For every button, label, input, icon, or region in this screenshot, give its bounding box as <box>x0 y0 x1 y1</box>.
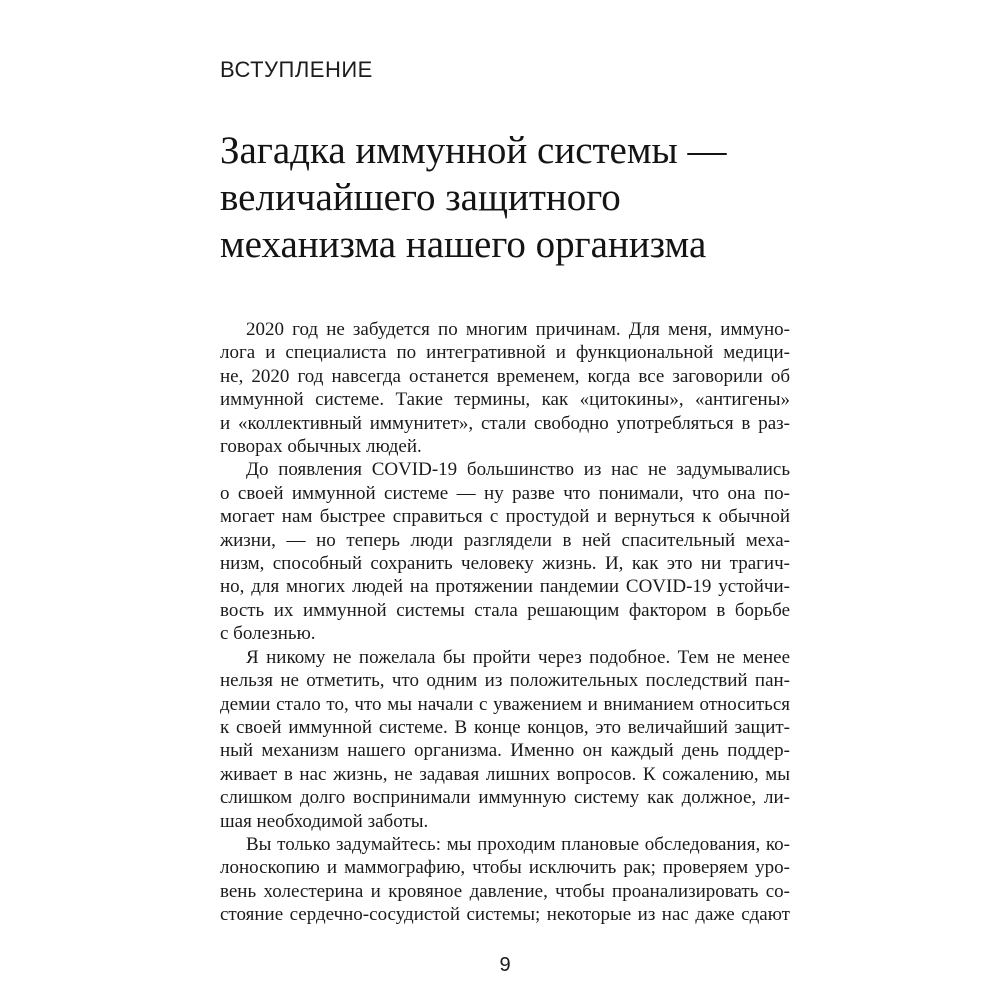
text-line: говорах обычных людей. <box>220 436 422 458</box>
text-line: стояние сердечно-сосудистой системы; некоторые из нас даже сдают <box>220 904 790 926</box>
text-line: и «коллективный иммунитет», стали свободно употребляться в раз- <box>220 412 790 434</box>
paragraph <box>220 318 790 458</box>
body-text <box>220 318 790 927</box>
text-line: лога и специалиста по интегративной и функциональной медици- <box>220 342 790 364</box>
text-line: могает нам быстрее справиться с простудой и вернуться к обычной <box>220 506 790 528</box>
text-line: низм, способный сохранить человеку жизнь. И, как это ни трагич- <box>220 553 790 575</box>
text-line: но, для многих людей на протяжении пандемии COVID-19 устойчи- <box>220 576 790 598</box>
text-line: о своей иммунной системе — ну разве что понимали, что она по- <box>220 482 790 504</box>
text-line: лоноскопию и маммографию, чтобы исключить рак; проверяем уро- <box>220 857 790 879</box>
chapter-title <box>220 127 790 268</box>
text-line: иммунной системе. Такие термины, как «цитокины», «антигены» <box>220 389 790 411</box>
text-line: вень холестерина и кровяное давление, чтобы проанализировать со- <box>220 880 790 902</box>
text-line: вость их иммунной системы стала решающим фактором в борьбе <box>220 599 790 621</box>
text-line: живает в нас жизнь, не задавая лишних вопросов. К сожалению, мы <box>220 763 790 785</box>
text-line: слишком долго воспринимали иммунную систему как должное, ли- <box>220 787 790 809</box>
chapter-title-line: механизма нашего организма <box>220 223 707 266</box>
chapter-title-line: величайшего защитного <box>220 176 621 219</box>
chapter-kicker: ВСТУПЛЕНИЕ <box>220 57 373 82</box>
text-line: Вы только задумайтесь: мы проходим плановые обследования, ко- <box>246 833 790 855</box>
paragraph <box>220 458 790 645</box>
text-line: шая необходимой заботы. <box>220 810 429 832</box>
text-line: демии стало то, что мы начали с уважением и вниманием относиться <box>220 693 790 715</box>
text-line: нельзя не отметить, что одним из положительных последствий пан- <box>220 670 790 692</box>
text-line: ный механизм нашего организма. Именно он каждый день поддер- <box>220 740 790 762</box>
text-line: не, 2020 год навсегда останется временем, когда все заговорили об <box>220 365 790 387</box>
text-line: До появления COVID-19 большинство из нас не задумывались <box>246 459 790 481</box>
page-number: 9 <box>499 953 511 976</box>
text-line: 2020 год не забудется по многим причинам. Для меня, иммуно- <box>246 319 790 340</box>
paragraph <box>220 646 790 833</box>
text-column <box>220 0 790 977</box>
text-line: Я никому не пожелала бы пройти через подобное. Тем не менее <box>246 646 790 668</box>
paragraph <box>220 833 790 927</box>
text-line: с болезнью. <box>220 623 316 645</box>
chapter-title-line: Загадка иммунной системы — <box>220 129 727 172</box>
text-line: к своей иммунной системе. В конце концов, это величайший защит- <box>220 716 790 738</box>
text-line: жизни, — но теперь люди разглядели в ней спасительный меха- <box>220 529 790 551</box>
